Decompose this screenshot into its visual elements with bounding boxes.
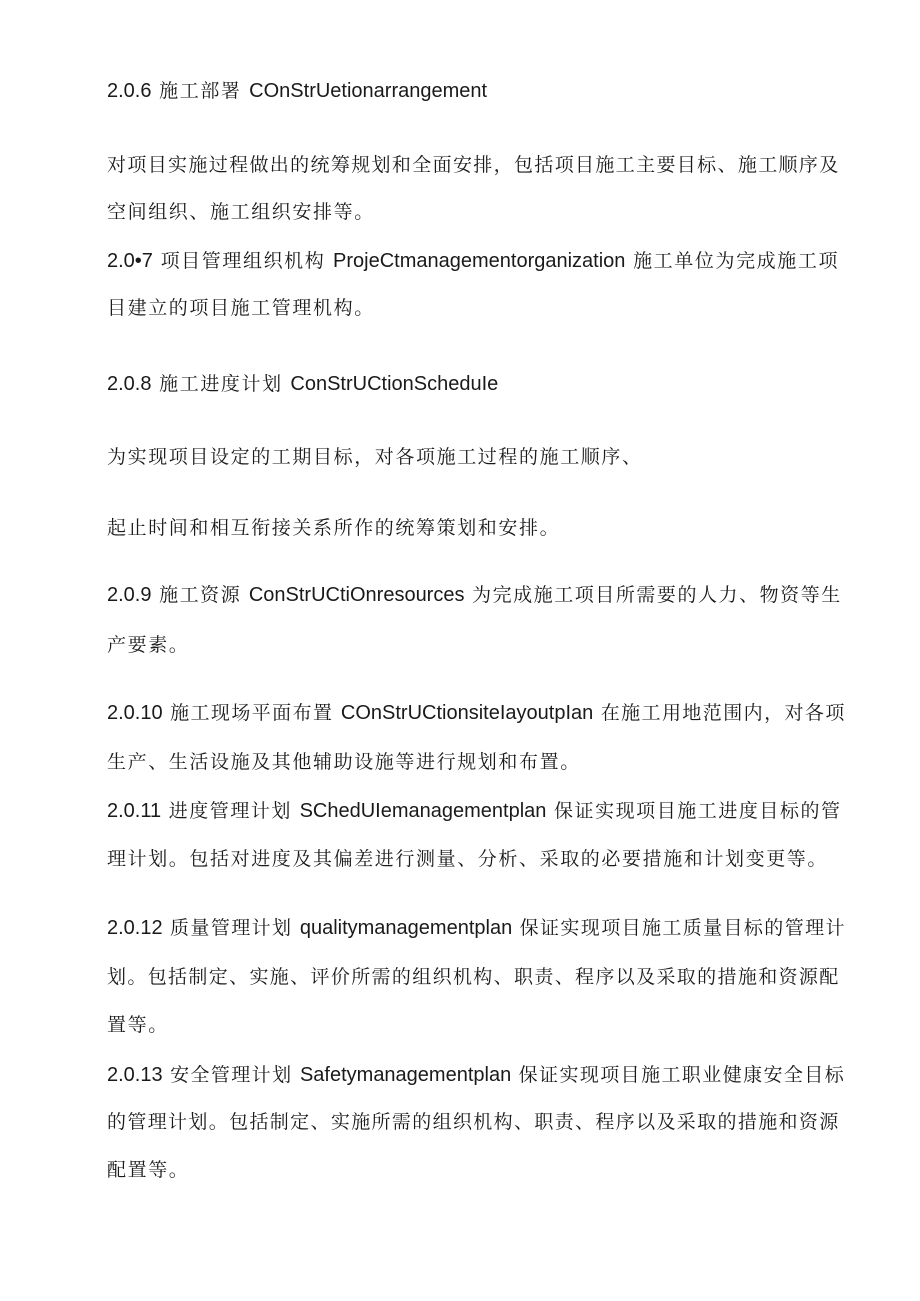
- clause-term-zh: 施工现场平面布置: [170, 702, 334, 724]
- clause-number: 2.0.12: [107, 917, 163, 939]
- clause-number: 2.0.6: [107, 80, 152, 102]
- clause-term-en: ConStrUCtionScheduIe: [290, 373, 499, 395]
- clause-term-en: ConStrUCtiOnresources: [248, 584, 465, 606]
- clause-2-0-9-heading: [107, 583, 842, 607]
- clause-definition: 为完成施工项目所需要的人力、物资等生: [472, 584, 842, 606]
- paragraph-line: 的管理计划。包括制定、实施所需的组织机构、职责、程序以及采取的措施和资源: [107, 1111, 840, 1133]
- clause-term-en: Safetymanagementplan: [299, 1064, 512, 1086]
- clause-2-0-13-heading: [107, 1063, 845, 1087]
- paragraph-line: 理计划。包括对进度及其偏差进行测量、分析、采取的必要措施和计划变更等。: [107, 848, 829, 870]
- clause-definition: 保证实现项目施工质量目标的管理计: [519, 917, 846, 939]
- paragraph-line: 起止时间和相互衔接关系所作的统筹策划和安排。: [107, 517, 561, 539]
- clause-term-en: SChedUIemanagementplan: [299, 800, 547, 822]
- paragraph-line: 目建立的项目施工管理机构。: [107, 297, 375, 319]
- paragraph-line: 对项目实施过程做出的统筹规划和全面安排，包括项目施工主要目标、施工顺序及: [107, 154, 840, 176]
- paragraph-line: 产要素。: [107, 634, 190, 656]
- clause-definition: 施工单位为完成施工项: [633, 250, 840, 272]
- clause-term-zh: 施工资源: [159, 584, 242, 606]
- paragraph-line: 为实现项目设定的工期目标，对各项施工过程的施工顺序、: [107, 446, 643, 468]
- paragraph-line: 生产、生活设施及其他辅助设施等进行规划和布置。: [107, 751, 581, 773]
- clause-term-zh: 进度管理计划: [168, 800, 292, 822]
- clause-number: 2.0.11: [107, 800, 162, 822]
- clause-definition: 保证实现项目施工职业健康安全目标: [518, 1064, 846, 1086]
- clause-2-0-11-heading: [107, 799, 842, 823]
- clause-2-0-8-heading: [107, 372, 498, 396]
- clause-2-0-12-heading: [107, 916, 846, 940]
- clause-number: 2.0.9: [107, 584, 152, 606]
- clause-term-zh: 施工进度计划: [159, 373, 283, 395]
- clause-2-0-6-heading: [107, 79, 487, 103]
- clause-term-zh: 项目管理组织机构: [160, 250, 326, 272]
- clause-term-zh: 安全管理计划: [170, 1064, 293, 1086]
- clause-term-en: qualitymanagementplan: [299, 917, 513, 939]
- clause-number: 2.0.8: [107, 373, 152, 395]
- clause-term-zh: 施工部署: [159, 80, 242, 102]
- paragraph-line: 划。包括制定、实施、评价所需的组织机构、职责、程序以及采取的措施和资源配: [107, 966, 840, 988]
- clause-definition: 在施工用地范围内，对各项: [600, 702, 846, 724]
- clause-number: 2.0.13: [107, 1064, 163, 1086]
- clause-2-0-10-heading: [107, 701, 846, 725]
- paragraph-line: 配置等。: [107, 1159, 190, 1181]
- clause-number: 2.0.10: [107, 702, 163, 724]
- clause-definition: 保证实现项目施工进度目标的管: [553, 800, 842, 822]
- clause-term-en: ProjeCtmanagementorganization: [333, 250, 626, 272]
- paragraph-line: 空间组织、施工组织安排等。: [107, 201, 375, 223]
- clause-term-zh: 质量管理计划: [170, 917, 293, 939]
- clause-term-en: COnStrUetionarrangement: [249, 80, 488, 102]
- clause-2-0-7-heading: [107, 249, 839, 273]
- clause-term-en: COnStrUCtionsiteIayoutpIan: [340, 702, 594, 724]
- clause-number: 2.0•7: [107, 250, 153, 272]
- paragraph-line: 置等。: [107, 1014, 169, 1036]
